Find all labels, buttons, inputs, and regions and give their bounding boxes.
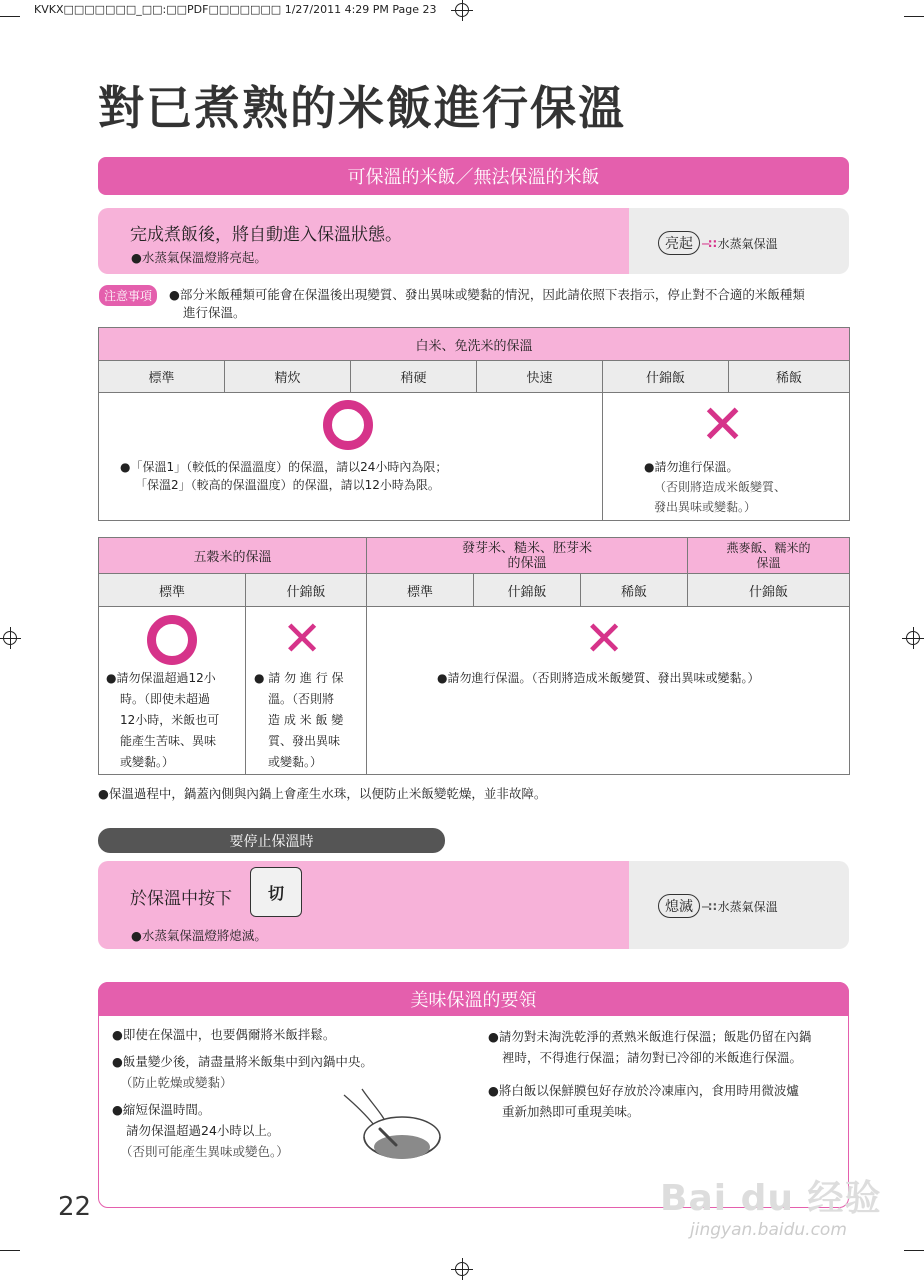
tips-left-column [112, 1024, 373, 1162]
tip-item: 請勿保溫超過24小時以上。 [126, 1123, 280, 1138]
table2-ng-others-text: ●請勿進行保溫。（否則將造成米飯變質、發出異味或變黏。） [437, 671, 760, 685]
lamp-state-off: 熄滅 [658, 894, 700, 918]
tips-right-column [488, 1026, 811, 1122]
table1-ok-line-2: 「保溫2」（較高的保溫溫度）的保溫，請以12小時為限。 [135, 478, 440, 492]
table2-ok-line: 12小時，米飯也可 [120, 713, 220, 727]
table2-col-4: 什錦飯 [474, 574, 581, 607]
tip-item: ●縮短保溫時間。 [112, 1102, 211, 1117]
steam-lamp-icon: ─∷ [702, 237, 716, 251]
table2-ng-line: 或變黏。） [268, 755, 323, 769]
table1-ng-line-3: 發出異味或變黏。） [654, 500, 757, 514]
watermark-url: jingyan.baidu.com [690, 1220, 847, 1240]
table2-col-1: 標準 [99, 574, 246, 607]
table1-col-quick: 快速 [477, 361, 603, 393]
registration-mark-bottom [455, 1262, 469, 1276]
table2-group3-line2: 保溫 [756, 555, 781, 570]
lamp-label: 水蒸氣保溫 [717, 900, 778, 914]
tip-item: ●請勿對未淘洗乾淨的煮熟米飯進行保溫；飯匙仍留在內鍋 [488, 1029, 812, 1044]
tip-item: 重新加熱即可重現美味。 [502, 1104, 640, 1119]
tip-item: （防止乾燥或變黏） [120, 1075, 233, 1090]
table2-ok-text [106, 668, 242, 773]
table1-col-mixed: 什錦飯 [603, 361, 729, 393]
rice-bowl-illustration [340, 1085, 445, 1180]
section-bar-tips [98, 982, 849, 1016]
table2-ok-line: ●請勿保溫超過12小 [106, 671, 216, 685]
table2-ng-line: ● 請 勿 進 行 保 [254, 671, 344, 685]
dew-note: ●保溫過程中，鍋蓋內側與內鍋上會產生水珠，以便防止米飯變乾燥，並非故障。 [98, 786, 547, 801]
section-bar-keep-warm-types [98, 157, 849, 195]
print-header: KVKX□□□□□□□_□□:□□PDF□□□□□□□ 1/27/2011 4:29 PM Page 23 [34, 3, 437, 16]
table1-col-hard: 稍硬 [351, 361, 477, 393]
table1-ng-line-1: ●請勿進行保溫。 [644, 460, 739, 474]
tip-item: ●將白飯以保鮮膜包好存放於冷凍庫內，食用時用微波爐 [488, 1083, 799, 1098]
section-title: 美味保溫的要領 [410, 990, 537, 1011]
caution-badge: 注意事項 [99, 285, 157, 306]
lamp-state-on: 亮起 [658, 231, 700, 255]
page-title: 對已煮熟的米飯進行保溫 [98, 81, 626, 135]
table2-group3-line1: 燕麥飯、糯米的 [726, 540, 811, 555]
table2-ng-mixed-text [254, 668, 364, 773]
steam-lamp-icon: ─∷ [702, 900, 716, 914]
registration-mark-left [3, 631, 17, 645]
table1-col-porridge: 稀飯 [729, 361, 850, 393]
off-key-button[interactable] [250, 867, 302, 917]
table1-ng-line-2: （否則將造成米飯變質、 [654, 480, 787, 494]
registration-mark-right [906, 631, 920, 645]
table2-ng-line: 造 成 米 飯 變 [268, 713, 344, 727]
table1-col-standard: 標準 [99, 361, 225, 393]
lamp-off-note: ●水蒸氣保溫燈將熄滅。 [131, 928, 267, 943]
table2-ok-line: 能產生苦味、異味 [120, 734, 217, 748]
table2-ng-line: 質、發出異味 [268, 734, 341, 748]
tip-item: 裡時，不得進行保溫；請勿對已冷卻的米飯進行保溫。 [502, 1050, 803, 1065]
table2-col-5: 稀飯 [581, 574, 688, 607]
ng-cross-icon: ✕ [700, 393, 746, 456]
caution-line-2: 進行保溫。 [183, 305, 246, 320]
ng-cross-icon: ✕ [282, 611, 323, 667]
section-title: 可保溫的米飯／無法保溫的米飯 [347, 167, 600, 188]
ok-circle-icon [323, 400, 373, 450]
watermark-logo: Bai du 经验 [660, 1178, 882, 1219]
ok-circle-icon [147, 615, 197, 665]
off-key-label: 切 [267, 883, 284, 903]
section-title: 要停止保溫時 [229, 833, 314, 850]
lamp-off-indicator [658, 894, 778, 918]
table2-group2-line2: 的保溫 [507, 555, 547, 571]
registration-mark-top [455, 3, 469, 17]
table2-group-multigrain: 五穀米的保溫 [99, 538, 367, 574]
table1-title: 白米、免洗米的保溫 [99, 328, 850, 361]
table1-ok-line-1: ●「保溫1」（較低的保溫溫度）的保溫，請以24小時內為限； [120, 460, 448, 474]
lamp-label: 水蒸氣保溫 [717, 237, 778, 251]
table2-ok-line: 或變黏。） [120, 755, 175, 769]
table2-col-2: 什錦飯 [246, 574, 367, 607]
table2-col-3: 標準 [367, 574, 474, 607]
table1-col-fine: 精炊 [225, 361, 351, 393]
table2-ok-line: 時。（即使未超過 [120, 692, 211, 706]
tip-item: ●飯量變少後，請盡量將米飯集中到內鍋中央。 [112, 1054, 373, 1069]
tip-item: （否則可能產生異味或變色。） [120, 1144, 289, 1159]
table2-group-brown-rice [367, 538, 688, 574]
stop-keep-warm-text: 於保溫中按下 [130, 889, 232, 909]
caution-line-1: ●部分米飯種類可能會在保溫後出現變質、發出異味或變黏的情況，因此請依照下表指示，停止對不合適的米飯種類 [169, 287, 805, 302]
table2-col-6: 什錦飯 [688, 574, 850, 607]
table2-group-oat [688, 538, 850, 574]
auto-keep-warm-text: 完成煮飯後，將自動進入保溫狀態。 [130, 225, 402, 245]
tip-item: ●即使在保溫中，也要偶爾將米飯拌鬆。 [112, 1027, 336, 1042]
section-bar-stop-keep-warm [98, 828, 445, 853]
table2-ng-line: 溫。（否則將 [268, 692, 335, 706]
lamp-on-note: ●水蒸氣保溫燈將亮起。 [131, 250, 267, 265]
table2-group2-line1: 發芽米、糙米、胚芽米 [461, 540, 592, 556]
page-number: 22 [58, 1192, 92, 1222]
ng-cross-icon: ✕ [584, 611, 625, 667]
lamp-on-indicator [658, 231, 778, 255]
